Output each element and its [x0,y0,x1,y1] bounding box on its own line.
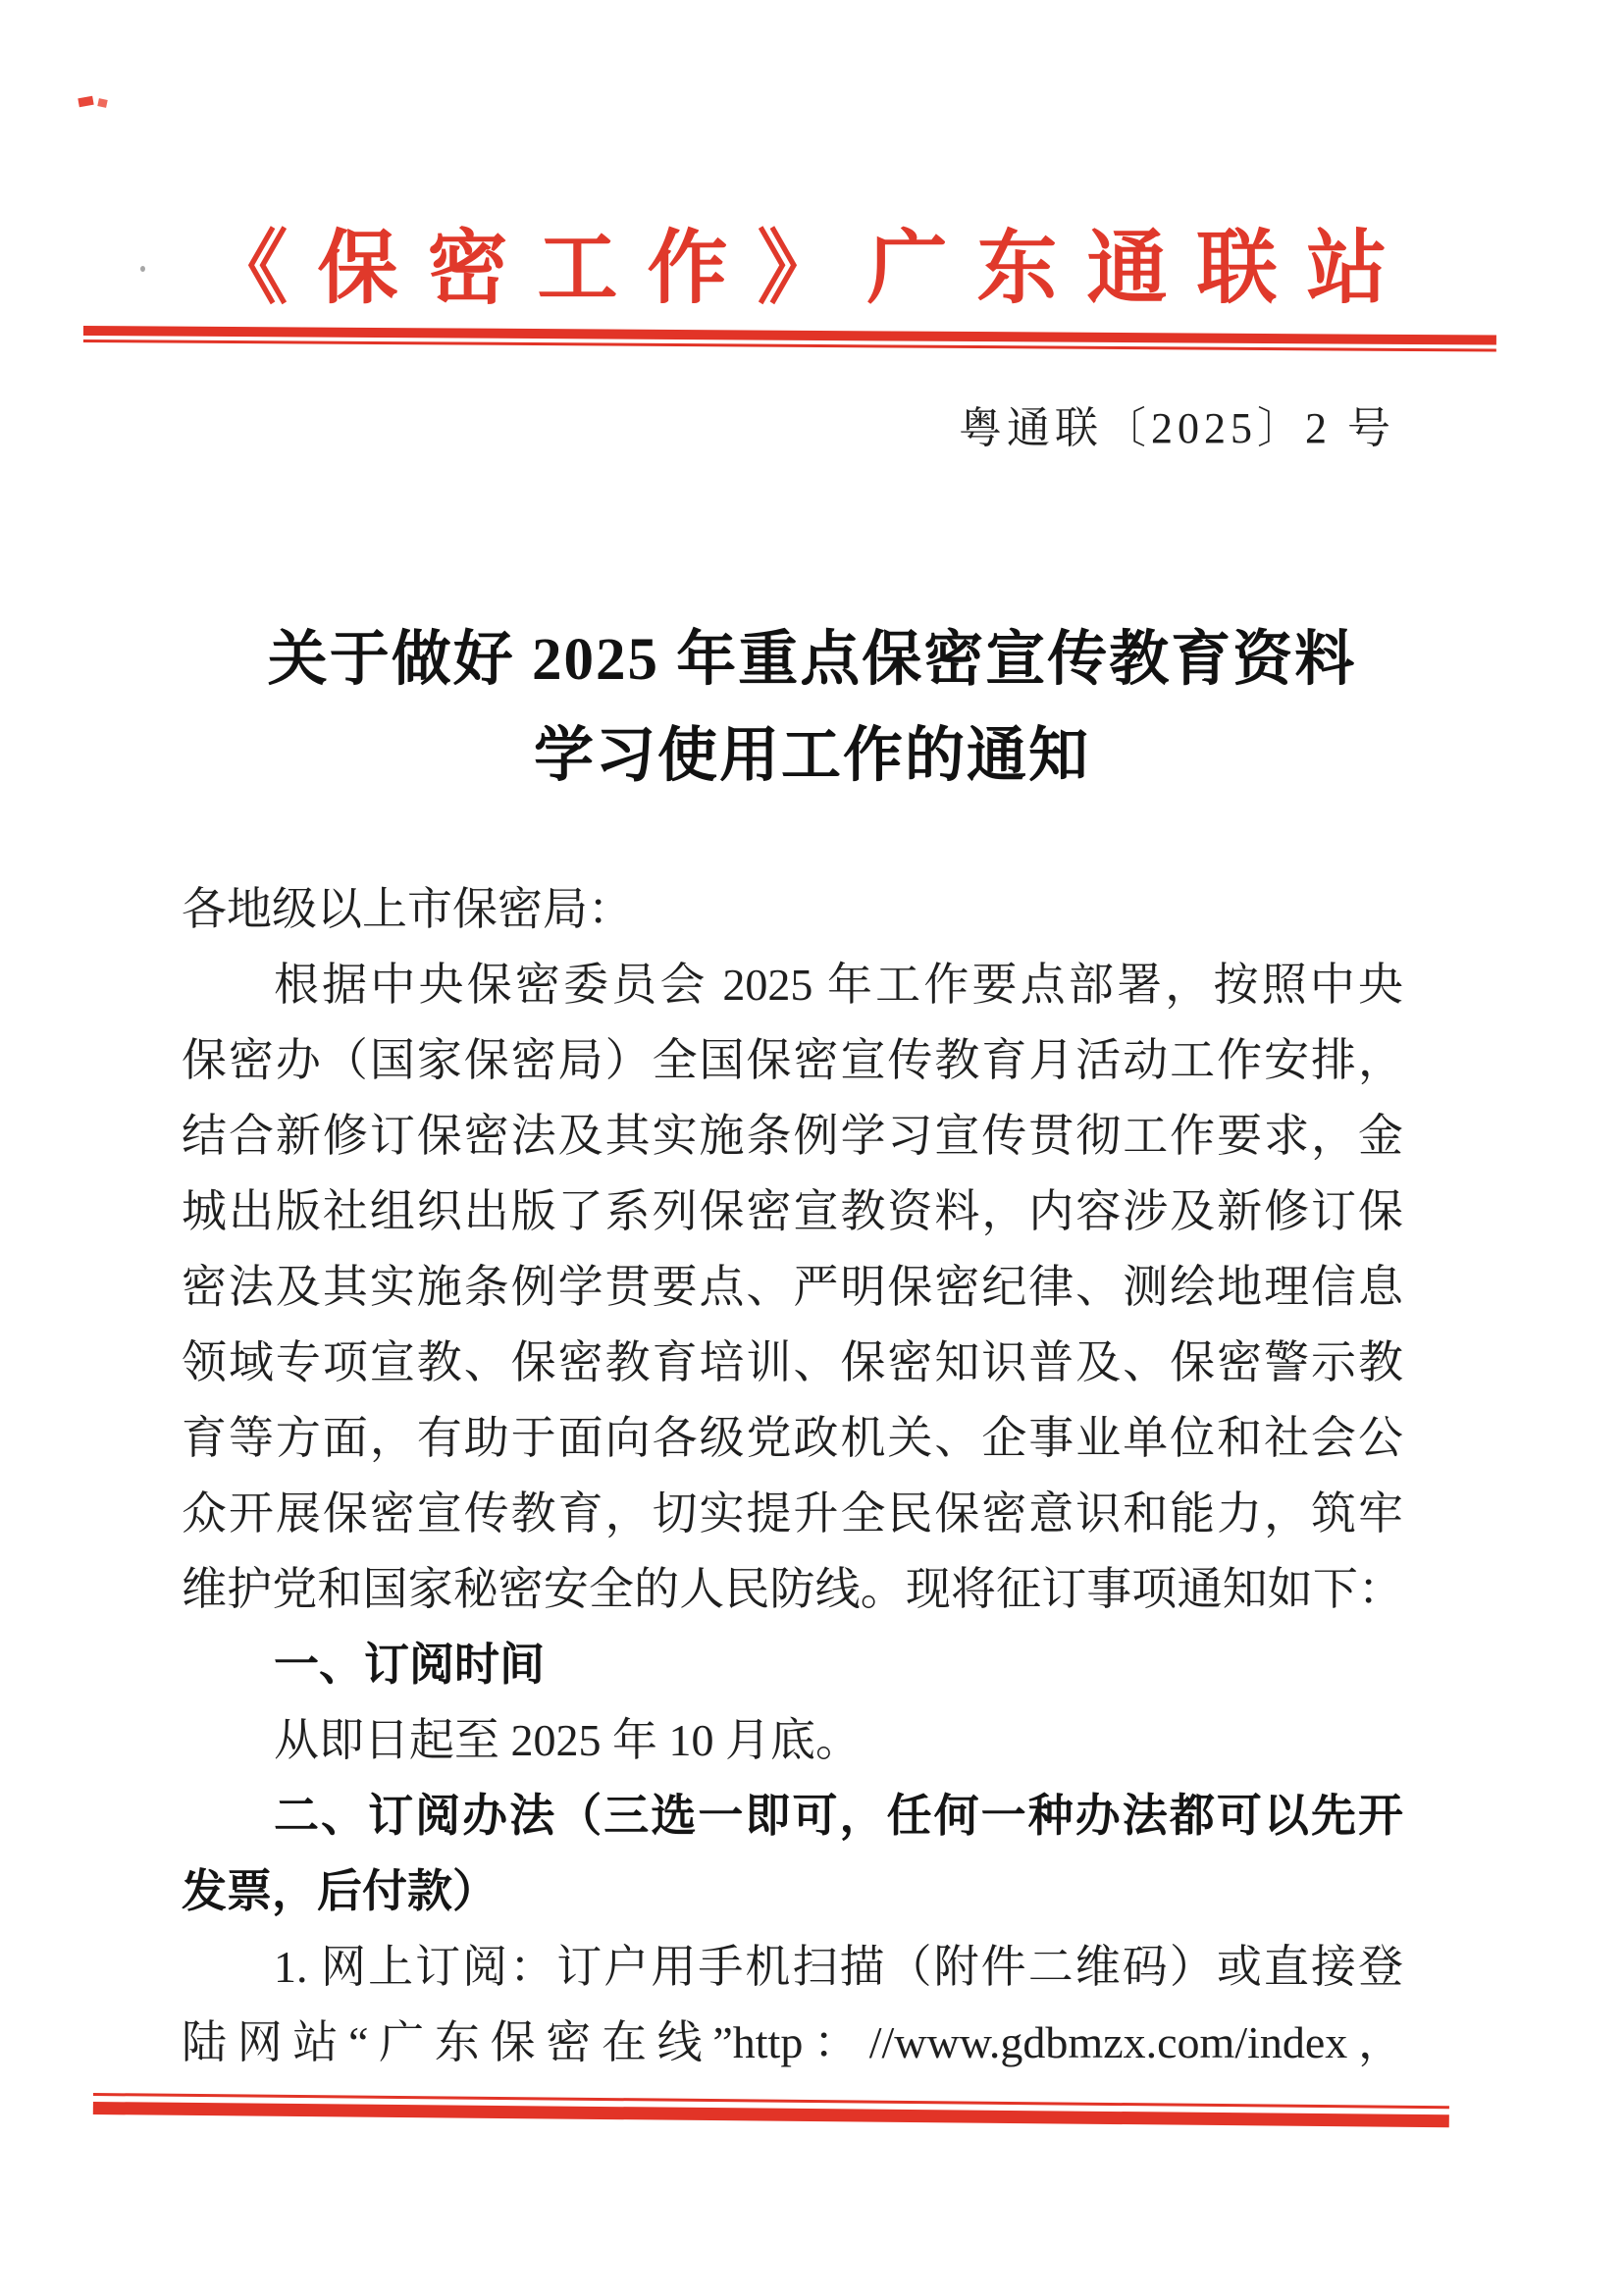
paragraph1-line: 结合新修订保密法及其实施条例学习宣传贯彻工作要求，金 [182,1111,1403,1161]
paragraph1-line: 维护党和国家秘密安全的人民防线。现将征订事项通知如下： [182,1564,1403,1614]
section1-text: 从即日起至 2025 年 10 月底。 [274,1715,861,1765]
section2-item1-line: 陆网站“广东保密在线”http：//www.gdbmzx.com/index， [182,2017,1403,2067]
scan-artifact-red-speck [97,98,107,108]
paragraph1-line: 众开展保密宣传教育，切实提升全民保密意识和能力，筑牢 [182,1488,1403,1539]
document-title-line2: 学习使用工作的通知 [533,723,1090,789]
scan-artifact-red-speck [78,96,93,107]
document-number: 粤通联〔2025〕2 号 [959,404,1395,452]
salutation-line: 各地级以上市保密局： [182,884,633,934]
paragraph1-line: 密法及其实施条例学贯要点、严明保密纪律、测绘地理信息 [182,1262,1403,1312]
masthead-title: 《保密工作》广东通联站 [207,224,1417,313]
document-title-line1: 关于做好 2025 年重点保密宣传教育资料 [267,627,1357,693]
paragraph1-line: 保密办（国家保密局）全国保密宣传教育月活动工作安排， [182,1035,1403,1085]
section2-heading-line: 发票，后付款） [182,1865,498,1916]
section1-heading: 一、订阅时间 [274,1639,545,1690]
paragraph1-line: 根据中央保密委员会 2025 年工作要点部署，按照中央 [274,960,1403,1010]
section2-heading-line: 二、订阅办法（三选一即可，任何一种办法都可以先开 [274,1790,1403,1841]
paragraph1-line: 育等方面，有助于面向各级党政机关、企事业单位和社会公 [182,1413,1403,1463]
footer-double-rule [93,2093,1449,2127]
header-double-rule [83,326,1496,352]
paragraph1-line: 城出版社组织出版了系列保密宣教资料，内容涉及新修订保 [182,1186,1403,1236]
paragraph1-line: 领域专项宣教、保密教育培训、保密知识普及、保密警示教 [182,1337,1403,1387]
section2-item1-line: 1. 网上订阅：订户用手机扫描（附件二维码）或直接登 [274,1942,1403,1992]
document-body [182,871,1403,2080]
document-title [0,612,1624,805]
